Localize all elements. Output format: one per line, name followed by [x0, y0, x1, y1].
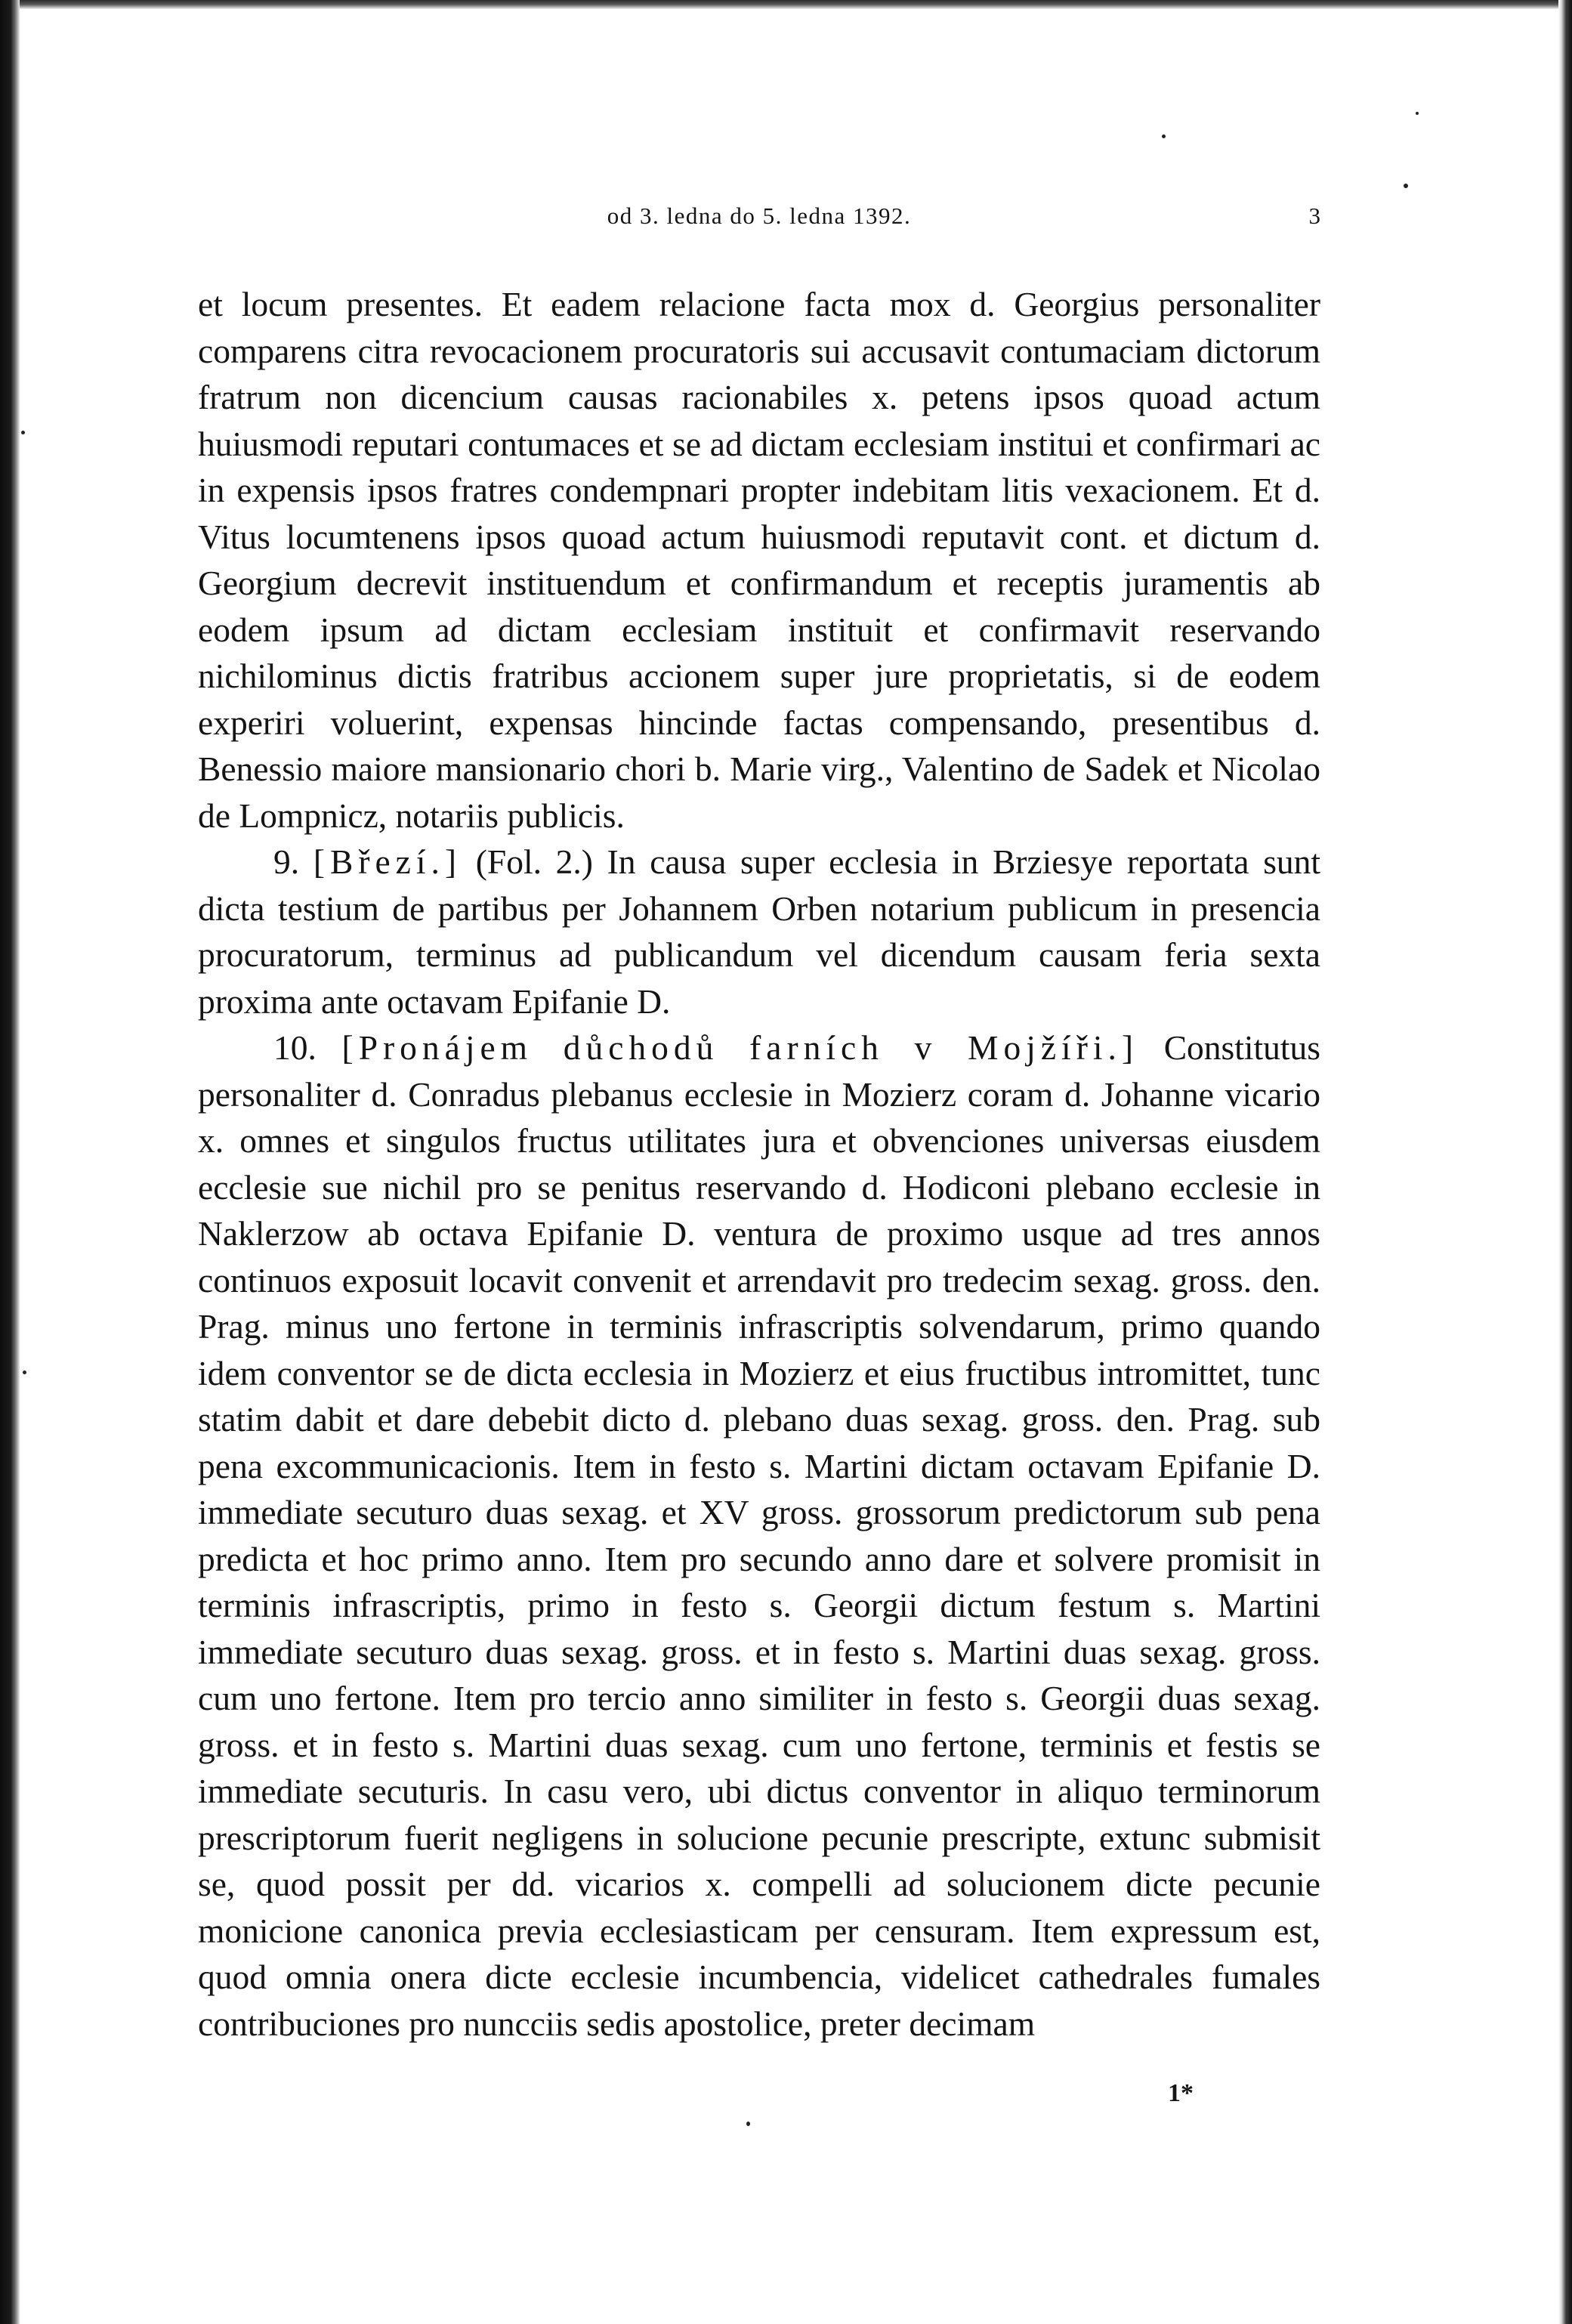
paragraph-heading: [Pronájem důchodů farních v Mojžíři.]: [341, 1028, 1139, 1067]
scan-speck: [21, 431, 25, 434]
signature-mark: 1*: [1168, 2079, 1194, 2107]
paragraph-text: Constitutus personaliter d. Conradus plebanus ecclesie in Mozierz coram d. Johanne vicario x. omnes et singulos fructus utilitates jura et obvenciones universas eiusdem ecclesie sue nichil pro se penitus reservando d. Hodiconi plebano ecclesie in Naklerzow ab octava Epifanie D. ventura de proximo usque ad tres annos continuos exposuit locavit convenit et arrendavit pro tredecim sexag. gross. den. Prag. minus uno fertone in terminis infrascriptis solvendarum, primo quando idem conventor se de dicta ecclesia in Mozierz et eius fructibus intromittet, tunc statim dabit et dare debebit dicto d. plebano duas sexag. gross. den. Prag. sub pena excommunicacionis. Item in festo s. Martini dictam octavam Epifanie D. immediate secuturo duas sexag. et XV gross. grossorum predictorum sub pena predicta et hoc primo anno. Item pro secundo anno dare et solvere promisit in terminis infrascriptis, primo in festo s. Georgii dictum festum s. Martini immediate secuturo duas sexag. gross. et in festo s. Martini duas sexag. gross. cum uno fertone. Item pro tercio anno similiter in festo s. Georgii duas sexag. gross. et in festo s. Martini duas sexag. cum uno fertone, terminis et festis se immediate secuturis. In casu vero, ubi dictus conventor in aliquo terminorum prescriptorum fuerit negligens in solucione pecunie prescripte, extunc submisit se, quod possit per dd. vicarios x. compelli ad solucionem dicte pecunie monicione canonica previa ecclesiasticam per censuram. Item expressum est, quod omnia onera dicte ecclesie incumbencia, videlicet cathedrales fumales contribuciones pro nuncciis sedis apostolice, preter decimam: [198, 1028, 1321, 2043]
paragraph-number: 9.: [273, 842, 300, 881]
scan-speck: [23, 1371, 26, 1374]
paragraph-text: In causa super ecclesia in Brziesye reportata sunt dicta testium de partibus per Johannem Orben notarium publicum in presencia procuratorum, terminus ad publicandum vel dicendum causam feria sexta proxima ante octavam Epifanie D.: [198, 842, 1321, 1021]
scan-edge-right: [1558, 0, 1572, 2324]
paragraph-8-continuation: et locum presentes. Et eadem relacione facta mox d. Georgius personaliter comparens citra revocacionem procuratoris sui accusavit contumaciam dictorum fratrum non dicencium causas racionabiles x. petens ipsos quoad actum huiusmodi reputari contumaces et se ad dictam ecclesiam institui et confirmari ac in expensis ipsos fratres condempnari propter indebitam litis vexacionem. Et d. Vitus locumtenens ipsos quoad actum huiusmodi reputavit cont. et dictum d. Georgium decrevit instituendum et confirmandum et receptis juramentis ab eodem ipsum ad dictam ecclesiam instituit et confirmavit reservando nichilominus dictis fratribus accionem super jure proprietatis, si de eodem experiri voluerint, expensas hincinde factas compensando, presentibus d. Benessio maiore mansionario chori b. Marie virg., Valentino de Sadek et Nicolao de Lompnicz, notariis publicis.: [198, 285, 1320, 835]
scan-edge-left: [0, 0, 20, 2324]
paragraph-heading: [Březí.]: [313, 842, 462, 881]
scan-speck: [1416, 112, 1419, 115]
body-text: [198, 281, 1320, 2047]
scan-edge-top: [0, 0, 1572, 9]
folio-reference: (Fol. 2.): [475, 842, 593, 881]
paragraph-number: 10.: [273, 1028, 317, 1067]
paragraph-10: [198, 1024, 1320, 2047]
running-head: [198, 202, 1320, 233]
running-title: od 3. ledna do 5. ledna 1392.: [607, 202, 912, 229]
paragraph-9: [198, 839, 1320, 1024]
scan-speck: [746, 2122, 750, 2126]
scan-speck: [1162, 134, 1166, 138]
scan-speck: [1404, 184, 1408, 188]
page-number: 3: [1308, 202, 1320, 229]
